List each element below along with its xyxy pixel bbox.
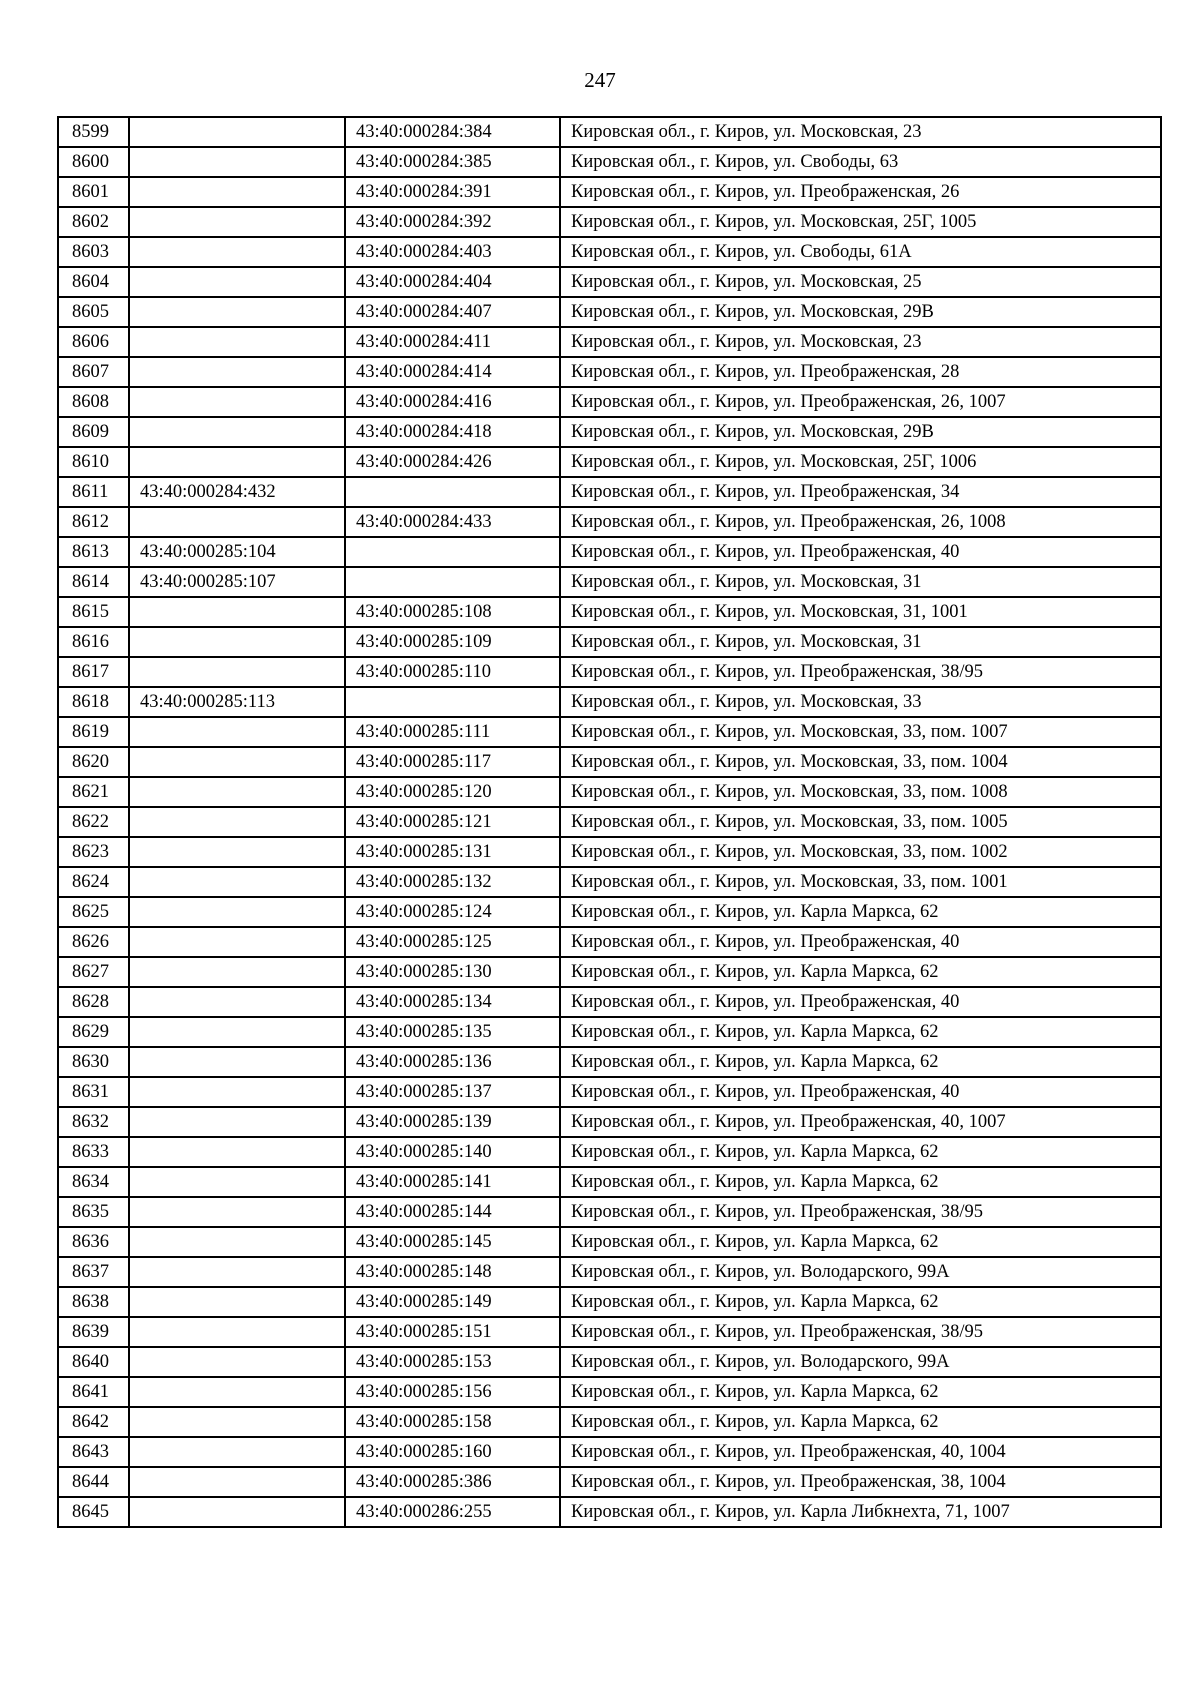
table-row	[58, 567, 1161, 597]
table-row	[58, 717, 1161, 747]
land-cadastral-number-cell: 43:40:000285:107	[129, 567, 345, 597]
row-number-cell: 8605	[58, 297, 129, 327]
row-number-cell: 8624	[58, 867, 129, 897]
object-cadastral-number-cell: 43:40:000284:426	[345, 447, 560, 477]
table-row	[58, 1287, 1161, 1317]
row-number-cell: 8621	[58, 777, 129, 807]
land-cadastral-number-cell: 43:40:000284:432	[129, 477, 345, 507]
table-row	[58, 357, 1161, 387]
table-row	[58, 987, 1161, 1017]
address-cell: Кировская обл., г. Киров, ул. Свободы, 63	[560, 147, 1161, 177]
table-row	[58, 537, 1161, 567]
address-cell: Кировская обл., г. Киров, ул. Карла Маркса, 62	[560, 1407, 1161, 1437]
object-cadastral-number-cell	[345, 687, 560, 717]
object-cadastral-number-cell: 43:40:000285:131	[345, 837, 560, 867]
table-row	[58, 957, 1161, 987]
object-cadastral-number-cell: 43:40:000285:158	[345, 1407, 560, 1437]
row-number-cell: 8604	[58, 267, 129, 297]
land-cadastral-number-cell	[129, 357, 345, 387]
table-row	[58, 1407, 1161, 1437]
table-row	[58, 1377, 1161, 1407]
address-cell: Кировская обл., г. Киров, ул. Карла Маркса, 62	[560, 1047, 1161, 1077]
object-cadastral-number-cell: 43:40:000285:111	[345, 717, 560, 747]
object-cadastral-number-cell: 43:40:000284:414	[345, 357, 560, 387]
row-number-cell: 8630	[58, 1047, 129, 1077]
table-row	[58, 147, 1161, 177]
row-number-cell: 8617	[58, 657, 129, 687]
row-number-cell: 8603	[58, 237, 129, 267]
row-number-cell: 8607	[58, 357, 129, 387]
land-cadastral-number-cell	[129, 417, 345, 447]
page-number: 247	[584, 68, 616, 92]
address-cell: Кировская обл., г. Киров, ул. Московская, 31, 1001	[560, 597, 1161, 627]
address-cell: Кировская обл., г. Киров, ул. Московская, 31	[560, 627, 1161, 657]
object-cadastral-number-cell: 43:40:000285:141	[345, 1167, 560, 1197]
table-row	[58, 417, 1161, 447]
address-cell: Кировская обл., г. Киров, ул. Преображенская, 38/95	[560, 657, 1161, 687]
table-row	[58, 1497, 1161, 1527]
table-row	[58, 1317, 1161, 1347]
object-cadastral-number-cell: 43:40:000284:433	[345, 507, 560, 537]
object-cadastral-number-cell: 43:40:000285:134	[345, 987, 560, 1017]
row-number-cell: 8644	[58, 1467, 129, 1497]
row-number-cell: 8599	[58, 117, 129, 147]
land-cadastral-number-cell	[129, 207, 345, 237]
address-cell: Кировская обл., г. Киров, ул. Карла Маркса, 62	[560, 897, 1161, 927]
object-cadastral-number-cell: 43:40:000285:137	[345, 1077, 560, 1107]
land-cadastral-number-cell	[129, 927, 345, 957]
address-cell: Кировская обл., г. Киров, ул. Московская, 23	[560, 117, 1161, 147]
object-cadastral-number-cell: 43:40:000284:391	[345, 177, 560, 207]
object-cadastral-number-cell: 43:40:000284:411	[345, 327, 560, 357]
land-cadastral-number-cell	[129, 1107, 345, 1137]
table-row	[58, 117, 1161, 147]
address-cell: Кировская обл., г. Киров, ул. Московская, 33, пом. 1007	[560, 717, 1161, 747]
object-cadastral-number-cell	[345, 477, 560, 507]
land-cadastral-number-cell	[129, 657, 345, 687]
table-row	[58, 597, 1161, 627]
address-cell: Кировская обл., г. Киров, ул. Преображенская, 40	[560, 987, 1161, 1017]
land-cadastral-number-cell	[129, 1227, 345, 1257]
address-cell: Кировская обл., г. Киров, ул. Преображенская, 26, 1007	[560, 387, 1161, 417]
table-row	[58, 777, 1161, 807]
object-cadastral-number-cell: 43:40:000285:160	[345, 1437, 560, 1467]
land-cadastral-number-cell	[129, 507, 345, 537]
land-cadastral-number-cell	[129, 327, 345, 357]
land-cadastral-number-cell	[129, 1377, 345, 1407]
address-cell: Кировская обл., г. Киров, ул. Карла Маркса, 62	[560, 957, 1161, 987]
row-number-cell: 8638	[58, 1287, 129, 1317]
table-row	[58, 1347, 1161, 1377]
land-cadastral-number-cell	[129, 447, 345, 477]
address-cell: Кировская обл., г. Киров, ул. Карла Маркса, 62	[560, 1377, 1161, 1407]
row-number-cell: 8645	[58, 1497, 129, 1527]
land-cadastral-number-cell	[129, 837, 345, 867]
address-cell: Кировская обл., г. Киров, ул. Московская, 33, пом. 1008	[560, 777, 1161, 807]
land-cadastral-number-cell	[129, 747, 345, 777]
address-cell: Кировская обл., г. Киров, ул. Московская, 33, пом. 1004	[560, 747, 1161, 777]
row-number-cell: 8633	[58, 1137, 129, 1167]
register-table	[57, 116, 1162, 1528]
address-cell: Кировская обл., г. Киров, ул. Преображенская, 40, 1007	[560, 1107, 1161, 1137]
object-cadastral-number-cell	[345, 567, 560, 597]
land-cadastral-number-cell	[129, 1287, 345, 1317]
object-cadastral-number-cell: 43:40:000285:386	[345, 1467, 560, 1497]
row-number-cell: 8610	[58, 447, 129, 477]
row-number-cell: 8641	[58, 1377, 129, 1407]
address-cell: Кировская обл., г. Киров, ул. Московская, 25	[560, 267, 1161, 297]
table-row	[58, 1047, 1161, 1077]
table-row	[58, 477, 1161, 507]
address-cell: Кировская обл., г. Киров, ул. Преображенская, 26	[560, 177, 1161, 207]
object-cadastral-number-cell: 43:40:000285:148	[345, 1257, 560, 1287]
address-cell: Кировская обл., г. Киров, ул. Преображенская, 40, 1004	[560, 1437, 1161, 1467]
row-number-cell: 8632	[58, 1107, 129, 1137]
land-cadastral-number-cell	[129, 1467, 345, 1497]
land-cadastral-number-cell	[129, 1167, 345, 1197]
land-cadastral-number-cell	[129, 237, 345, 267]
row-number-cell: 8627	[58, 957, 129, 987]
address-cell: Кировская обл., г. Киров, ул. Володарского, 99А	[560, 1347, 1161, 1377]
land-cadastral-number-cell	[129, 597, 345, 627]
land-cadastral-number-cell: 43:40:000285:104	[129, 537, 345, 567]
row-number-cell: 8629	[58, 1017, 129, 1047]
address-cell: Кировская обл., г. Киров, ул. Преображенская, 38/95	[560, 1197, 1161, 1227]
land-cadastral-number-cell	[129, 627, 345, 657]
row-number-cell: 8623	[58, 837, 129, 867]
object-cadastral-number-cell: 43:40:000284:385	[345, 147, 560, 177]
row-number-cell: 8614	[58, 567, 129, 597]
row-number-cell: 8643	[58, 1437, 129, 1467]
row-number-cell: 8626	[58, 927, 129, 957]
address-cell: Кировская обл., г. Киров, ул. Московская, 33, пом. 1002	[560, 837, 1161, 867]
table-row	[58, 177, 1161, 207]
object-cadastral-number-cell: 43:40:000284:407	[345, 297, 560, 327]
address-cell: Кировская обл., г. Киров, ул. Преображенская, 40	[560, 1077, 1161, 1107]
object-cadastral-number-cell: 43:40:000284:392	[345, 207, 560, 237]
table-row	[58, 897, 1161, 927]
land-cadastral-number-cell	[129, 807, 345, 837]
address-cell: Кировская обл., г. Киров, ул. Московская, 33, пом. 1005	[560, 807, 1161, 837]
row-number-cell: 8620	[58, 747, 129, 777]
row-number-cell: 8625	[58, 897, 129, 927]
table-row	[58, 1197, 1161, 1227]
table-row	[58, 1257, 1161, 1287]
address-cell: Кировская обл., г. Киров, ул. Московская, 29В	[560, 297, 1161, 327]
object-cadastral-number-cell: 43:40:000284:384	[345, 117, 560, 147]
land-cadastral-number-cell	[129, 777, 345, 807]
table-row	[58, 1107, 1161, 1137]
address-cell: Кировская обл., г. Киров, ул. Свободы, 61А	[560, 237, 1161, 267]
address-cell: Кировская обл., г. Киров, ул. Преображенская, 28	[560, 357, 1161, 387]
address-cell: Кировская обл., г. Киров, ул. Преображенская, 38/95	[560, 1317, 1161, 1347]
row-number-cell: 8615	[58, 597, 129, 627]
land-cadastral-number-cell	[129, 1137, 345, 1167]
object-cadastral-number-cell: 43:40:000284:404	[345, 267, 560, 297]
table-row	[58, 747, 1161, 777]
row-number-cell: 8622	[58, 807, 129, 837]
row-number-cell: 8639	[58, 1317, 129, 1347]
object-cadastral-number-cell: 43:40:000285:145	[345, 1227, 560, 1257]
address-cell: Кировская обл., г. Киров, ул. Преображенская, 40	[560, 927, 1161, 957]
address-cell: Кировская обл., г. Киров, ул. Московская, 25Г, 1006	[560, 447, 1161, 477]
land-cadastral-number-cell	[129, 1437, 345, 1467]
address-cell: Кировская обл., г. Киров, ул. Московская, 29В	[560, 417, 1161, 447]
object-cadastral-number-cell: 43:40:000285:125	[345, 927, 560, 957]
table-row	[58, 1137, 1161, 1167]
object-cadastral-number-cell: 43:40:000285:108	[345, 597, 560, 627]
row-number-cell: 8642	[58, 1407, 129, 1437]
object-cadastral-number-cell: 43:40:000285:156	[345, 1377, 560, 1407]
table-row	[58, 237, 1161, 267]
row-number-cell: 8635	[58, 1197, 129, 1227]
address-cell: Кировская обл., г. Киров, ул. Карла Маркса, 62	[560, 1137, 1161, 1167]
object-cadastral-number-cell: 43:40:000285:136	[345, 1047, 560, 1077]
object-cadastral-number-cell: 43:40:000284:418	[345, 417, 560, 447]
table-row	[58, 1227, 1161, 1257]
row-number-cell: 8631	[58, 1077, 129, 1107]
table-row	[58, 387, 1161, 417]
address-cell: Кировская обл., г. Киров, ул. Преображенская, 34	[560, 477, 1161, 507]
table-row	[58, 1017, 1161, 1047]
object-cadastral-number-cell: 43:40:000285:140	[345, 1137, 560, 1167]
land-cadastral-number-cell	[129, 297, 345, 327]
address-cell: Кировская обл., г. Киров, ул. Карла Либкнехта, 71, 1007	[560, 1497, 1161, 1527]
table-row	[58, 807, 1161, 837]
row-number-cell: 8600	[58, 147, 129, 177]
land-cadastral-number-cell	[129, 987, 345, 1017]
object-cadastral-number-cell: 43:40:000285:121	[345, 807, 560, 837]
land-cadastral-number-cell	[129, 1257, 345, 1287]
register-table-body	[58, 117, 1161, 1527]
address-cell: Кировская обл., г. Киров, ул. Московская, 23	[560, 327, 1161, 357]
land-cadastral-number-cell	[129, 1017, 345, 1047]
land-cadastral-number-cell	[129, 387, 345, 417]
table-row	[58, 627, 1161, 657]
table-row	[58, 507, 1161, 537]
land-cadastral-number-cell	[129, 1077, 345, 1107]
address-cell: Кировская обл., г. Киров, ул. Карла Маркса, 62	[560, 1167, 1161, 1197]
land-cadastral-number-cell	[129, 1497, 345, 1527]
row-number-cell: 8640	[58, 1347, 129, 1377]
object-cadastral-number-cell: 43:40:000285:117	[345, 747, 560, 777]
address-cell: Кировская обл., г. Киров, ул. Володарского, 99А	[560, 1257, 1161, 1287]
land-cadastral-number-cell	[129, 1047, 345, 1077]
object-cadastral-number-cell: 43:40:000285:151	[345, 1317, 560, 1347]
object-cadastral-number-cell: 43:40:000284:403	[345, 237, 560, 267]
object-cadastral-number-cell: 43:40:000285:153	[345, 1347, 560, 1377]
table-row	[58, 327, 1161, 357]
land-cadastral-number-cell	[129, 267, 345, 297]
land-cadastral-number-cell	[129, 147, 345, 177]
object-cadastral-number-cell: 43:40:000285:139	[345, 1107, 560, 1137]
land-cadastral-number-cell	[129, 1317, 345, 1347]
table-row	[58, 1437, 1161, 1467]
object-cadastral-number-cell: 43:40:000285:132	[345, 867, 560, 897]
table-row	[58, 927, 1161, 957]
land-cadastral-number-cell	[129, 897, 345, 927]
object-cadastral-number-cell: 43:40:000284:416	[345, 387, 560, 417]
table-row	[58, 447, 1161, 477]
address-cell: Кировская обл., г. Киров, ул. Карла Маркса, 62	[560, 1227, 1161, 1257]
object-cadastral-number-cell: 43:40:000285:130	[345, 957, 560, 987]
object-cadastral-number-cell: 43:40:000285:135	[345, 1017, 560, 1047]
table-row	[58, 1077, 1161, 1107]
address-cell: Кировская обл., г. Киров, ул. Московская, 25Г, 1005	[560, 207, 1161, 237]
object-cadastral-number-cell: 43:40:000285:149	[345, 1287, 560, 1317]
row-number-cell: 8637	[58, 1257, 129, 1287]
object-cadastral-number-cell: 43:40:000285:120	[345, 777, 560, 807]
row-number-cell: 8606	[58, 327, 129, 357]
table-row	[58, 687, 1161, 717]
land-cadastral-number-cell	[129, 1347, 345, 1377]
land-cadastral-number-cell	[129, 117, 345, 147]
object-cadastral-number-cell: 43:40:000286:255	[345, 1497, 560, 1527]
row-number-cell: 8628	[58, 987, 129, 1017]
table-row	[58, 267, 1161, 297]
table-row	[58, 837, 1161, 867]
land-cadastral-number-cell	[129, 1197, 345, 1227]
row-number-cell: 8611	[58, 477, 129, 507]
address-cell: Кировская обл., г. Киров, ул. Московская, 33, пом. 1001	[560, 867, 1161, 897]
table-row	[58, 1467, 1161, 1497]
row-number-cell: 8608	[58, 387, 129, 417]
address-cell: Кировская обл., г. Киров, ул. Карла Маркса, 62	[560, 1287, 1161, 1317]
object-cadastral-number-cell	[345, 537, 560, 567]
object-cadastral-number-cell: 43:40:000285:110	[345, 657, 560, 687]
row-number-cell: 8619	[58, 717, 129, 747]
object-cadastral-number-cell: 43:40:000285:109	[345, 627, 560, 657]
table-row	[58, 867, 1161, 897]
table-row	[58, 297, 1161, 327]
row-number-cell: 8613	[58, 537, 129, 567]
land-cadastral-number-cell	[129, 867, 345, 897]
row-number-cell: 8609	[58, 417, 129, 447]
land-cadastral-number-cell: 43:40:000285:113	[129, 687, 345, 717]
row-number-cell: 8634	[58, 1167, 129, 1197]
table-row	[58, 1167, 1161, 1197]
land-cadastral-number-cell	[129, 1407, 345, 1437]
address-cell: Кировская обл., г. Киров, ул. Преображенская, 40	[560, 537, 1161, 567]
address-cell: Кировская обл., г. Киров, ул. Преображенская, 26, 1008	[560, 507, 1161, 537]
land-cadastral-number-cell	[129, 717, 345, 747]
row-number-cell: 8636	[58, 1227, 129, 1257]
object-cadastral-number-cell: 43:40:000285:124	[345, 897, 560, 927]
address-cell: Кировская обл., г. Киров, ул. Карла Маркса, 62	[560, 1017, 1161, 1047]
row-number-cell: 8602	[58, 207, 129, 237]
land-cadastral-number-cell	[129, 957, 345, 987]
row-number-cell: 8601	[58, 177, 129, 207]
row-number-cell: 8616	[58, 627, 129, 657]
address-cell: Кировская обл., г. Киров, ул. Преображенская, 38, 1004	[560, 1467, 1161, 1497]
row-number-cell: 8612	[58, 507, 129, 537]
table-row	[58, 657, 1161, 687]
row-number-cell: 8618	[58, 687, 129, 717]
address-cell: Кировская обл., г. Киров, ул. Московская, 31	[560, 567, 1161, 597]
address-cell: Кировская обл., г. Киров, ул. Московская, 33	[560, 687, 1161, 717]
land-cadastral-number-cell	[129, 177, 345, 207]
object-cadastral-number-cell: 43:40:000285:144	[345, 1197, 560, 1227]
table-row	[58, 207, 1161, 237]
